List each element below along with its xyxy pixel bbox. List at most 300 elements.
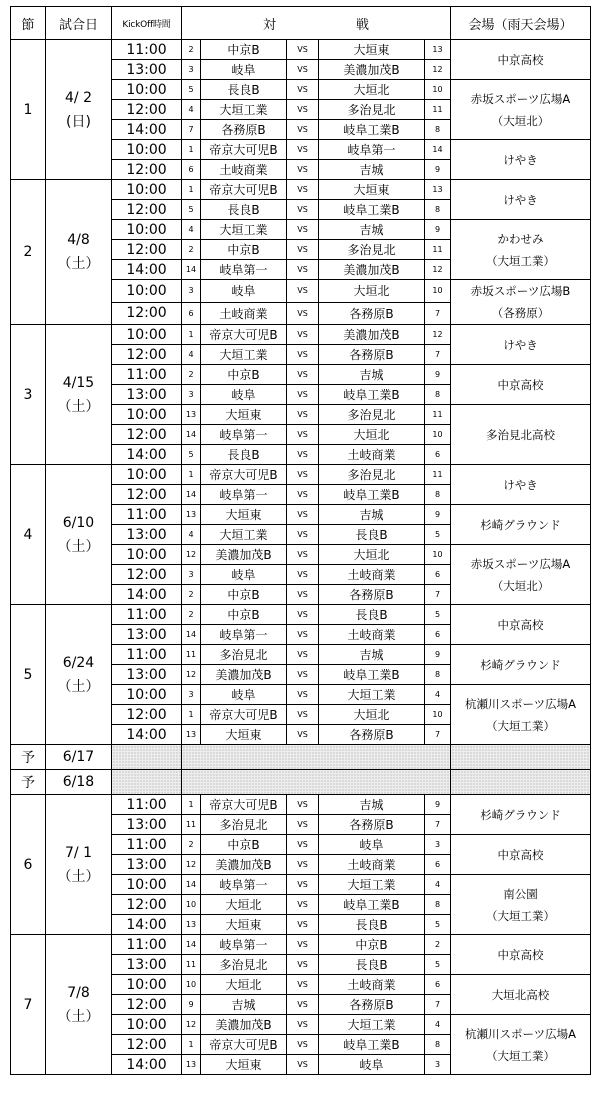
home-team: 中京B: [201, 605, 287, 625]
away-team: 美濃加茂B: [319, 325, 425, 345]
away-team-number: 5: [425, 955, 451, 975]
away-team: 多治見北: [319, 465, 425, 485]
home-team-number: 11: [182, 645, 201, 665]
versus-label: VS: [287, 100, 319, 120]
home-team: 美濃加茂B: [201, 665, 287, 685]
away-team: 岐阜工業B: [319, 200, 425, 220]
home-team: 吉城: [201, 995, 287, 1015]
home-team: 大垣東: [201, 405, 287, 425]
away-team: 岐阜工業B: [319, 385, 425, 405]
home-team: 帝京大可児B: [201, 795, 287, 815]
home-team-number: 4: [182, 220, 201, 240]
away-team-number: 4: [425, 685, 451, 705]
match-weekday: （土）: [57, 398, 100, 415]
home-team-number: 2: [182, 585, 201, 605]
kickoff-time: 11:00: [112, 605, 182, 625]
home-team: 岐阜第一: [201, 425, 287, 445]
home-team: 中京B: [201, 365, 287, 385]
away-team: 大垣東: [319, 180, 425, 200]
match-weekday: （土）: [57, 538, 100, 555]
venue-name: 中京高校: [497, 377, 544, 392]
away-team: 岐阜工業B: [319, 895, 425, 915]
kickoff-time: 14:00: [112, 725, 182, 745]
versus-label: VS: [287, 425, 319, 445]
away-team-number: 5: [425, 525, 451, 545]
away-team: 各務原B: [319, 345, 425, 365]
kickoff-time: 11:00: [112, 505, 182, 525]
away-team: 大垣工業: [319, 875, 425, 895]
kickoff-time: 10:00: [112, 140, 182, 160]
venue-cell: [451, 365, 591, 405]
venue-name: 南公園: [503, 886, 538, 901]
versus-label: VS: [287, 365, 319, 385]
home-team: 岐阜第一: [201, 625, 287, 645]
away-team: 岐阜工業B: [319, 1035, 425, 1055]
kickoff-time: 12:00: [112, 705, 182, 725]
away-team-number: 4: [425, 1015, 451, 1035]
kickoff-time: 10:00: [112, 280, 182, 303]
venue-name: けやき: [503, 192, 538, 207]
kickoff-time: 12:00: [112, 485, 182, 505]
kickoff-time: 12:00: [112, 160, 182, 180]
home-team-number: 1: [182, 1035, 201, 1055]
away-team: 岐阜工業B: [319, 665, 425, 685]
header-match: 対 戦: [182, 7, 451, 40]
venue-cell: [451, 80, 591, 140]
away-team-number: 8: [425, 1035, 451, 1055]
venue-name: けやき: [503, 477, 538, 492]
home-team-number: 14: [182, 875, 201, 895]
section-number: 2: [11, 180, 46, 325]
versus-label: VS: [287, 505, 319, 525]
home-team-number: 13: [182, 505, 201, 525]
away-team: 岐阜: [319, 1055, 425, 1075]
match-date-cell: [46, 795, 112, 935]
venue-name: （各務原）: [491, 306, 550, 320]
kickoff-time: 12:00: [112, 425, 182, 445]
home-team-number: 14: [182, 260, 201, 280]
venue-name: （大垣工業）: [486, 1048, 555, 1063]
away-team: 各務原B: [319, 585, 425, 605]
venue-name: 赤坂スポーツ広場A: [470, 91, 571, 106]
home-team: 岐阜第一: [201, 875, 287, 895]
away-team-number: 9: [425, 160, 451, 180]
away-team-number: 8: [425, 485, 451, 505]
versus-label: VS: [287, 485, 319, 505]
home-team: 大垣東: [201, 505, 287, 525]
match-date: 6/24: [62, 654, 95, 671]
versus-label: VS: [287, 875, 319, 895]
match-date-cell: [46, 180, 112, 325]
versus-label: VS: [287, 685, 319, 705]
match-row: [11, 605, 591, 625]
reserve-blank-cell: [112, 745, 182, 770]
away-team-number: 2: [425, 935, 451, 955]
versus-label: VS: [287, 80, 319, 100]
venue-cell: [451, 325, 591, 365]
venue-cell: [451, 645, 591, 685]
home-team-number: 12: [182, 665, 201, 685]
home-team-number: 4: [182, 525, 201, 545]
kickoff-time: 12:00: [112, 200, 182, 220]
away-team: 各務原B: [319, 995, 425, 1015]
venue-name: （大垣工業）: [486, 908, 555, 923]
home-team-number: 12: [182, 855, 201, 875]
home-team-number: 1: [182, 795, 201, 815]
home-team: 岐阜: [201, 385, 287, 405]
away-team: 各務原B: [319, 815, 425, 835]
away-team-number: 14: [425, 140, 451, 160]
home-team: 大垣工業: [201, 345, 287, 365]
kickoff-time: 14:00: [112, 260, 182, 280]
home-team-number: 3: [182, 385, 201, 405]
kickoff-time: 11:00: [112, 795, 182, 815]
home-team-number: 1: [182, 705, 201, 725]
home-team: 帝京大可児B: [201, 180, 287, 200]
versus-label: VS: [287, 325, 319, 345]
away-team: 土岐商業: [319, 565, 425, 585]
header-row: [11, 7, 591, 40]
versus-label: VS: [287, 815, 319, 835]
venue-cell: [451, 180, 591, 220]
home-team: 中京B: [201, 585, 287, 605]
home-team-number: 14: [182, 485, 201, 505]
header-kickoff: KickOff時間: [112, 7, 182, 40]
home-team: 岐阜: [201, 60, 287, 80]
versus-label: VS: [287, 445, 319, 465]
away-team: 吉城: [319, 220, 425, 240]
home-team-number: 13: [182, 915, 201, 935]
home-team-number: 3: [182, 685, 201, 705]
venue-cell: [451, 605, 591, 645]
venue-name: 杉崎グラウンド: [480, 657, 561, 672]
away-team-number: 12: [425, 260, 451, 280]
home-team: 美濃加茂B: [201, 545, 287, 565]
home-team: 土岐商業: [201, 302, 287, 325]
away-team: 長良B: [319, 605, 425, 625]
venue-name: 杭瀬川スポーツ広場A: [465, 696, 576, 711]
match-date-cell: [46, 325, 112, 465]
away-team-number: 5: [425, 605, 451, 625]
away-team: 長良B: [319, 955, 425, 975]
away-team-number: 7: [425, 725, 451, 745]
header-venue: 会場（雨天会場）: [451, 7, 591, 40]
home-team-number: 11: [182, 955, 201, 975]
versus-label: VS: [287, 220, 319, 240]
home-team: 大垣工業: [201, 525, 287, 545]
home-team: 大垣北: [201, 895, 287, 915]
home-team: 岐阜第一: [201, 935, 287, 955]
match-date: 7/8: [67, 984, 90, 1001]
kickoff-time: 14:00: [112, 585, 182, 605]
kickoff-time: 13:00: [112, 665, 182, 685]
venue-cell: [451, 220, 591, 280]
home-team-number: 6: [182, 160, 201, 180]
venue-cell: [451, 140, 591, 180]
home-team-number: 3: [182, 60, 201, 80]
away-team-number: 6: [425, 565, 451, 585]
away-team: 吉城: [319, 645, 425, 665]
venue-name: （大垣工業）: [486, 718, 555, 733]
versus-label: VS: [287, 240, 319, 260]
away-team-number: 5: [425, 915, 451, 935]
home-team: 美濃加茂B: [201, 1015, 287, 1035]
home-team-number: 3: [182, 565, 201, 585]
away-team: 大垣北: [319, 545, 425, 565]
versus-label: VS: [287, 995, 319, 1015]
venue-cell: [451, 1015, 591, 1075]
versus-label: VS: [287, 525, 319, 545]
kickoff-time: 12:00: [112, 1035, 182, 1055]
kickoff-time: 10:00: [112, 875, 182, 895]
home-team-number: 14: [182, 935, 201, 955]
away-team-number: 6: [425, 445, 451, 465]
away-team-number: 8: [425, 200, 451, 220]
away-team-number: 4: [425, 875, 451, 895]
away-team: 土岐商業: [319, 445, 425, 465]
header-date: 試合日: [46, 7, 112, 40]
match-weekday: （土）: [57, 678, 100, 695]
venue-name: 赤坂スポーツ広場A: [470, 556, 571, 571]
away-team-number: 10: [425, 705, 451, 725]
kickoff-time: 10:00: [112, 220, 182, 240]
match-row: [11, 795, 591, 815]
home-team-number: 11: [182, 815, 201, 835]
section-number: 6: [11, 795, 46, 935]
kickoff-time: 13:00: [112, 855, 182, 875]
versus-label: VS: [287, 725, 319, 745]
kickoff-time: 10:00: [112, 1015, 182, 1035]
away-team-number: 10: [425, 545, 451, 565]
home-team: 岐阜第一: [201, 260, 287, 280]
home-team-number: 13: [182, 405, 201, 425]
versus-label: VS: [287, 385, 319, 405]
away-team-number: 7: [425, 995, 451, 1015]
versus-label: VS: [287, 280, 319, 303]
versus-label: VS: [287, 855, 319, 875]
home-team-number: 2: [182, 40, 201, 60]
away-team-number: 11: [425, 100, 451, 120]
kickoff-time: 10:00: [112, 80, 182, 100]
home-team: 多治見北: [201, 955, 287, 975]
away-team-number: 12: [425, 60, 451, 80]
away-team-number: 6: [425, 855, 451, 875]
section-number: 7: [11, 935, 46, 1075]
away-team-number: 7: [425, 815, 451, 835]
home-team: 帝京大可児B: [201, 325, 287, 345]
versus-label: VS: [287, 160, 319, 180]
match-weekday: （土）: [57, 256, 100, 272]
home-team-number: 1: [182, 180, 201, 200]
venue-cell: [451, 405, 591, 465]
versus-label: VS: [287, 935, 319, 955]
match-date-cell: [46, 935, 112, 1075]
venue-name: 多治見北高校: [486, 427, 555, 442]
home-team: 大垣東: [201, 1055, 287, 1075]
away-team-number: 8: [425, 120, 451, 140]
match-row: [11, 935, 591, 955]
away-team-number: 9: [425, 365, 451, 385]
home-team-number: 1: [182, 325, 201, 345]
home-team-number: 3: [182, 280, 201, 303]
home-team: 多治見北: [201, 815, 287, 835]
versus-label: VS: [287, 302, 319, 325]
home-team-number: 10: [182, 895, 201, 915]
away-team-number: 13: [425, 180, 451, 200]
home-team: 美濃加茂B: [201, 855, 287, 875]
away-team-number: 13: [425, 40, 451, 60]
home-team: 岐阜: [201, 280, 287, 303]
home-team-number: 12: [182, 545, 201, 565]
versus-label: VS: [287, 625, 319, 645]
kickoff-time: 11:00: [112, 645, 182, 665]
versus-label: VS: [287, 835, 319, 855]
home-team: 長良B: [201, 80, 287, 100]
home-team: 各務原B: [201, 120, 287, 140]
away-team-number: 9: [425, 505, 451, 525]
home-team: 中京B: [201, 40, 287, 60]
home-team-number: 7: [182, 120, 201, 140]
home-team-number: 13: [182, 725, 201, 745]
venue-name: けやき: [503, 337, 538, 352]
home-team-number: 14: [182, 425, 201, 445]
match-date-cell: [46, 40, 112, 180]
versus-label: VS: [287, 895, 319, 915]
away-team: 各務原B: [319, 725, 425, 745]
venue-cell: [451, 465, 591, 505]
kickoff-time: 12:00: [112, 240, 182, 260]
away-team-number: 11: [425, 240, 451, 260]
venue-name: かわせみ: [497, 231, 544, 246]
versus-label: VS: [287, 60, 319, 80]
home-team-number: 9: [182, 995, 201, 1015]
reserve-day-row: [11, 770, 591, 795]
away-team: 岐阜: [319, 835, 425, 855]
venue-cell: [451, 795, 591, 835]
kickoff-time: 14:00: [112, 445, 182, 465]
home-team: 帝京大可児B: [201, 705, 287, 725]
reserve-blank-cell: [182, 770, 451, 795]
away-team: 吉城: [319, 795, 425, 815]
match-date-cell: [46, 605, 112, 745]
away-team-number: 10: [425, 80, 451, 100]
home-team: 岐阜: [201, 685, 287, 705]
away-team: 大垣工業: [319, 1015, 425, 1035]
match-row: [11, 325, 591, 345]
match-date: 7/ 1: [65, 844, 92, 861]
versus-label: VS: [287, 345, 319, 365]
match-date: 4/8: [67, 232, 90, 248]
home-team-number: 13: [182, 1055, 201, 1075]
away-team: 岐阜工業B: [319, 485, 425, 505]
home-team-number: 4: [182, 345, 201, 365]
kickoff-time: 13:00: [112, 955, 182, 975]
venue-name: （大垣工業）: [486, 253, 555, 268]
away-team: 長良B: [319, 525, 425, 545]
venue-cell: [451, 975, 591, 1015]
away-team-number: 3: [425, 1055, 451, 1075]
reserve-label: 予: [11, 770, 46, 795]
versus-label: VS: [287, 975, 319, 995]
home-team: 大垣東: [201, 915, 287, 935]
home-team: 中京B: [201, 835, 287, 855]
versus-label: VS: [287, 665, 319, 685]
home-team-number: 2: [182, 835, 201, 855]
venue-name: 杉崎グラウンド: [480, 807, 561, 822]
away-team: 大垣工業: [319, 685, 425, 705]
away-team-number: 9: [425, 645, 451, 665]
away-team: 土岐商業: [319, 975, 425, 995]
venue-name: 中京高校: [497, 52, 544, 67]
away-team: 土岐商業: [319, 855, 425, 875]
match-row: [11, 40, 591, 60]
versus-label: VS: [287, 565, 319, 585]
home-team: 土岐商業: [201, 160, 287, 180]
kickoff-time: 10:00: [112, 975, 182, 995]
home-team-number: 1: [182, 465, 201, 485]
versus-label: VS: [287, 405, 319, 425]
home-team: 大垣工業: [201, 220, 287, 240]
match-date: 6/10: [62, 514, 95, 531]
home-team: 大垣北: [201, 975, 287, 995]
versus-label: VS: [287, 260, 319, 280]
match-row: [11, 465, 591, 485]
away-team: 土岐商業: [319, 625, 425, 645]
away-team: 吉城: [319, 365, 425, 385]
versus-label: VS: [287, 465, 319, 485]
away-team: 岐阜工業B: [319, 120, 425, 140]
versus-label: VS: [287, 40, 319, 60]
versus-label: VS: [287, 705, 319, 725]
venue-name: 大垣北高校: [491, 987, 550, 1002]
away-team: 吉城: [319, 160, 425, 180]
versus-label: VS: [287, 955, 319, 975]
venue-name: 中京高校: [497, 947, 544, 962]
away-team-number: 8: [425, 385, 451, 405]
away-team: 美濃加茂B: [319, 60, 425, 80]
kickoff-time: 12:00: [112, 995, 182, 1015]
kickoff-time: 11:00: [112, 935, 182, 955]
home-team: 中京B: [201, 240, 287, 260]
away-team: 吉城: [319, 505, 425, 525]
away-team: 各務原B: [319, 302, 425, 325]
home-team-number: 6: [182, 302, 201, 325]
kickoff-time: 10:00: [112, 405, 182, 425]
home-team-number: 10: [182, 975, 201, 995]
section-number: 4: [11, 465, 46, 605]
home-team-number: 14: [182, 625, 201, 645]
versus-label: VS: [287, 1015, 319, 1035]
versus-label: VS: [287, 915, 319, 935]
home-team: 多治見北: [201, 645, 287, 665]
versus-label: VS: [287, 645, 319, 665]
kickoff-time: 11:00: [112, 835, 182, 855]
match-weekday: (日): [66, 113, 91, 130]
away-team-number: 6: [425, 975, 451, 995]
venue-name: けやき: [503, 152, 538, 167]
reserve-date: 6/18: [46, 770, 112, 795]
kickoff-time: 10:00: [112, 180, 182, 200]
kickoff-time: 13:00: [112, 385, 182, 405]
kickoff-time: 10:00: [112, 545, 182, 565]
home-team: 大垣東: [201, 725, 287, 745]
kickoff-time: 13:00: [112, 815, 182, 835]
home-team: 帝京大可児B: [201, 465, 287, 485]
kickoff-time: 10:00: [112, 685, 182, 705]
home-team: 岐阜第一: [201, 485, 287, 505]
away-team-number: 9: [425, 795, 451, 815]
kickoff-time: 14:00: [112, 915, 182, 935]
